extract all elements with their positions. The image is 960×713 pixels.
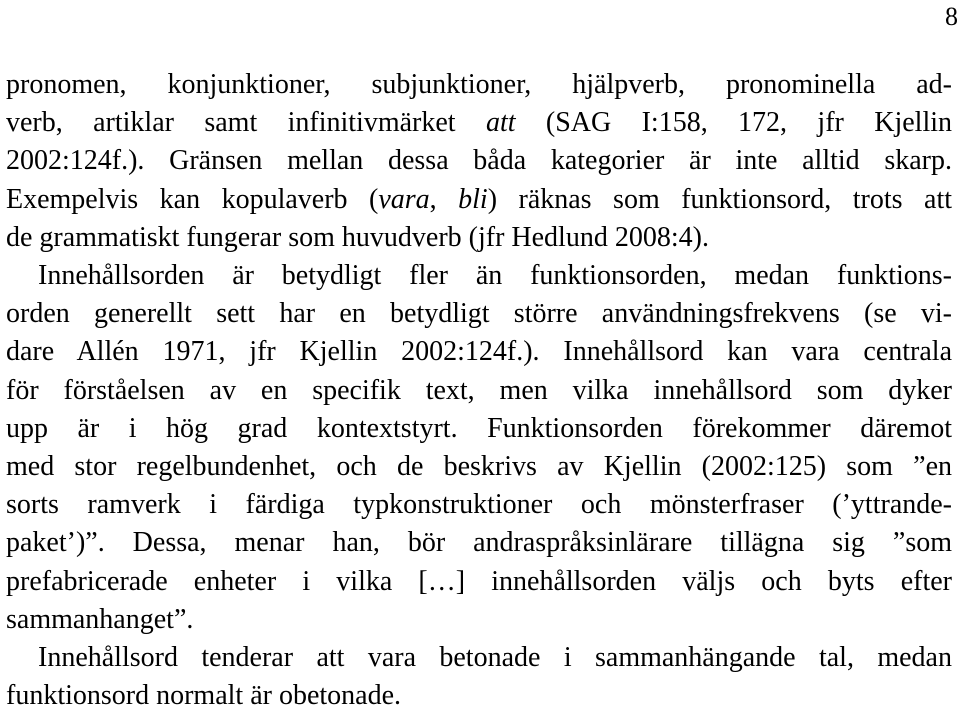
text-line: för förståelsen av en specifik text, men vilka innehållsord som dyker — [6, 374, 952, 406]
text-line: upp är i hög grad kontextstyrt. Funktionsorden förekommer däremot — [6, 412, 952, 444]
text-line: sorts ramverk i färdiga typkonstruktioner och mönsterfraser (’yttrande- — [6, 489, 952, 521]
page-number: 8 — [945, 2, 958, 31]
text-line: Innehållsorden är betydligt fler än funktionsorden, medan funktions- — [38, 260, 952, 291]
italic-term: vara — [378, 183, 430, 215]
italic-term: bli — [458, 183, 488, 215]
text-line: sammanhanget”. — [6, 603, 194, 635]
text-line: funktionsord normalt är obetonade. — [6, 680, 402, 712]
text-line: de grammatiskt fungerar som huvudverb (jfr Hedlund 2008:4). — [6, 221, 709, 253]
text-line: prefabricerade enheter i vilka […] innehållsorden väljs och byts efter — [6, 565, 952, 597]
text-line: 2002:124f.). Gränsen mellan dessa båda kategorier är inte alltid skarp. — [6, 145, 952, 177]
text-line: pronomen, konjunktioner, subjunktioner, hjälpverb, pronominella ad- — [6, 69, 952, 100]
text-line: orden generellt sett har en betydligt större användningsfrekvens (se vi- — [6, 298, 952, 330]
text-line: verb, artiklar samt infinitivmärket att (SAG I:158, 172, jfr Kjellin — [6, 107, 953, 139]
text-line: Innehållsord tenderar att vara betonade i sammanhängande tal, medan — [38, 642, 952, 673]
italic-term: att — [485, 107, 516, 139]
text-line: Exempelvis kan kopulaverb (vara, bli) räknas som funktionsord, trots att — [6, 183, 953, 215]
text-line: med stor regelbundenhet, och de beskrivs av Kjellin (2002:125) som ”en — [6, 451, 952, 482]
text-line: paket’)”. Dessa, menar han, bör andraspråksinlärare tillägna sig ”som — [6, 527, 952, 559]
text-line: dare Allén 1971, jfr Kjellin 2002:124f.). Innehållsord kan vara centrala — [6, 336, 952, 368]
